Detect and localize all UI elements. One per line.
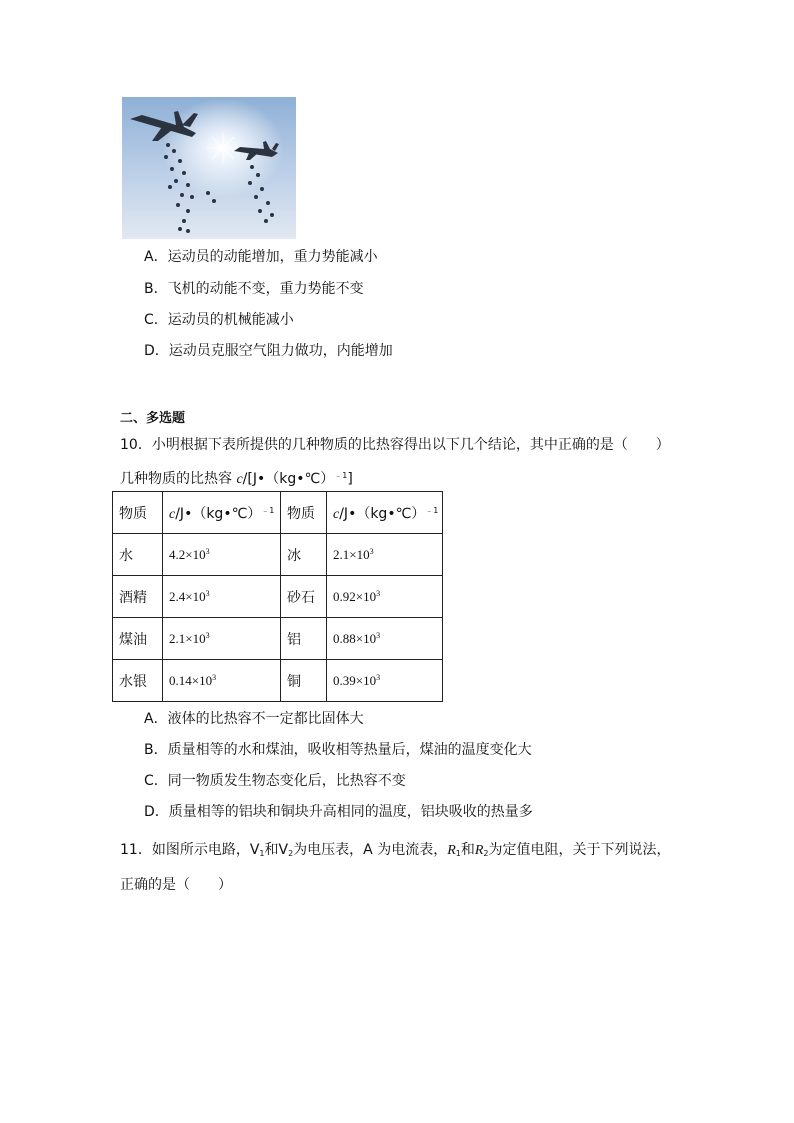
q11-stem-line2: 正确的是（ ） <box>120 877 232 893</box>
cell-value: $0.88\times 10^3$ <box>327 618 443 660</box>
cell-substance: 铝 <box>281 618 327 660</box>
cell-value: $2.1\times 10^3$ <box>163 618 281 660</box>
cell-value: $2.1\times 10^3$ <box>327 534 443 576</box>
cell-value: $0.14\times 10^3$ <box>163 660 281 702</box>
q9-option-c: C．运动员的机械能减小 <box>144 312 294 328</box>
specific-heat-table <box>112 491 443 702</box>
header-substance-1: 物质 <box>113 492 163 534</box>
q9-option-b: B．飞机的动能不变，重力势能不变 <box>144 281 364 297</box>
cell-substance: 水 <box>113 534 163 576</box>
cell-substance: 煤油 <box>113 618 163 660</box>
cell-value: $4.2\times 10^3$ <box>163 534 281 576</box>
header-unit-2: c/J•（kg•℃）$^{﹣1}$ <box>327 492 443 534</box>
q10-option-a: A．液体的比热容不一定都比固体大 <box>144 711 364 727</box>
table-row <box>113 534 443 576</box>
cell-substance: 铜 <box>281 660 327 702</box>
cell-substance: 砂石 <box>281 576 327 618</box>
q9-option-d: D．运动员克服空气阻力做功，内能增加 <box>144 343 393 359</box>
table-row <box>113 660 443 702</box>
table-row <box>113 618 443 660</box>
cell-substance: 水银 <box>113 660 163 702</box>
header-substance-2: 物质 <box>281 492 327 534</box>
q11-stem: 11．如图所示电路，$V_1$和$V_2$为电压表，A 为电流表，$R_1$和$R_2$为定值电阻，关于下列说法， <box>120 842 671 858</box>
q10-stem: 10．小明根据下表所提供的几种物质的比热容得出以下几个结论，其中正确的是（ ） <box>120 437 670 453</box>
q10-option-c: C．同一物质发生物态变化后，比热容不变 <box>144 773 406 789</box>
q10-option-d: D．质量相等的铝块和铜块升高相同的温度，铝块吸收的热量多 <box>144 804 533 820</box>
table-row <box>113 576 443 618</box>
q10-option-b: B．质量相等的水和煤油，吸收相等热量后，煤油的温度变化大 <box>144 742 532 758</box>
table-caption: 几种物质的比热容 c/[J•（kg•℃）$^{﹣1}$] <box>120 471 353 487</box>
cell-value: $2.4\times 10^3$ <box>163 576 281 618</box>
header-unit-1: c/J•（kg•℃）$^{﹣1}$ <box>163 492 281 534</box>
section-title: 二、多选题 <box>120 411 186 426</box>
cell-value: $0.92\times 10^3$ <box>327 576 443 618</box>
skydiving-photo <box>122 97 296 239</box>
cell-substance: 冰 <box>281 534 327 576</box>
table-header-row <box>113 492 443 534</box>
cell-substance: 酒精 <box>113 576 163 618</box>
q9-option-a: A．运动员的动能增加，重力势能减小 <box>144 249 378 265</box>
cell-value: $0.39\times 10^3$ <box>327 660 443 702</box>
